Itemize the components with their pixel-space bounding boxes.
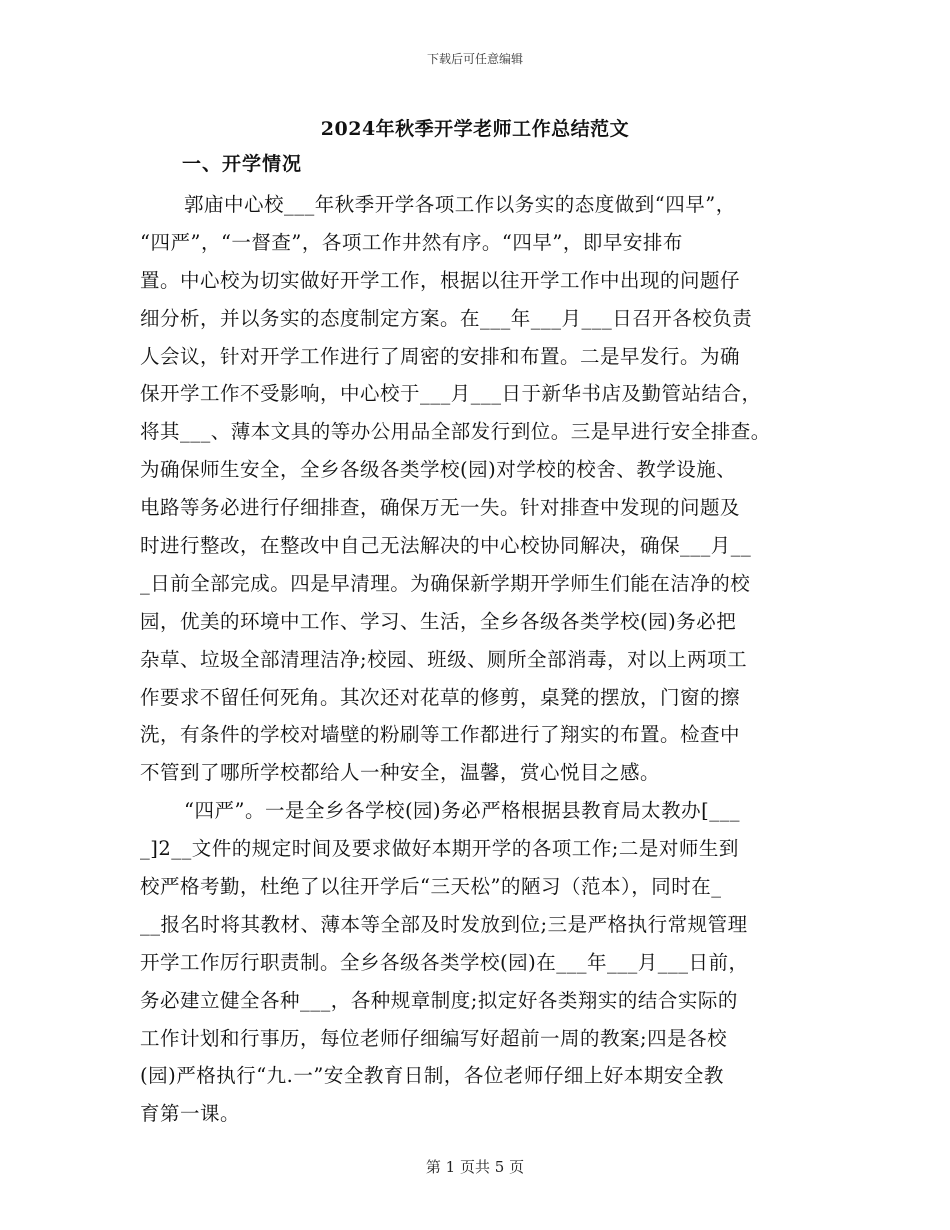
body-line: 洗，有条件的学校对墙壁的粉刷等工作都进行了翔实的布置。检查中 [140,723,741,747]
body-line: “四严”。一是全乡各学校(园)务必严格根据县教育局太教办[___ [184,799,741,823]
document-title: 2024年秋季开学老师工作总结范文 [320,118,630,140]
body-line: 将其___、薄本文具的等办公用品全部发行到位。三是早进行安全排查。 [140,420,771,444]
body-line: 开学工作厉行职责制。全乡各级各类学校(园)在___年___月___日前， [140,950,749,974]
body-line: 园，优美的环境中工作、学习、生活，全乡各级各类学校(园)务必把 [140,609,737,633]
body-line: 校严格考勤，杜绝了以往开学后“三天松”的陋习（范本），同时在_ [140,875,722,899]
page-number: 第 1 页共 5 页 [425,1158,525,1176]
body-line: (园)严格执行“九.一”安全教育日制，各位老师仔细上好本期安全教 [140,1064,724,1088]
body-line: 电路等务必进行仔细排查，确保万无一失。针对排查中发现的问题及 [140,496,741,520]
body-line: 保开学工作不受影响，中心校于___月___日于新华书店及勤管站结合， [140,382,762,406]
section-heading: 一、开学情况 [182,153,303,175]
body-line: 置。中心校为切实做好开学工作，根据以往开学工作中出现的问题仔 [140,268,741,292]
body-line: 时进行整改，在整改中自己无法解决的中心校协同解决，确保___月__ [140,534,752,558]
body-line: 人会议，针对开学工作进行了周密的安排和布置。二是早发行。为确 [140,344,741,368]
body-line: 不管到了哪所学校都给人一种安全，温馨，赏心悦目之感。 [140,761,661,785]
body-line: 务必建立健全各种___，各种规章制度;拟定好各类翔实的结合实际的 [140,988,738,1012]
body-line: 作要求不留任何死角。其次还对花草的修剪，桌凳的摆放，门窗的擦 [140,685,741,709]
document-body [140,186,830,1133]
page-header-note: 下载后可任意编辑 [426,52,523,66]
body-line: _日前全部完成。四是早清理。为确保新学期开学师生们能在洁净的校 [140,571,751,595]
body-line: “四严”，“一督查”，各项工作井然有序。“四早”，即早安排布 [140,230,683,254]
body-line: 细分析，并以务实的态度制定方案。在___年___月___日召开各校负责 [140,306,753,330]
body-line: 杂草、垃圾全部清理洁净;校园、班级、厕所全部消毒，对以上两项工 [140,647,748,671]
body-line: 育第一课。 [140,1102,241,1126]
body-line: 郭庙中心校___年秋季开学各项工作以务实的态度做到“四早”， [184,193,736,216]
body-line: __报名时将其教材、薄本等全部及时发放到位;三是严格执行常规管理 [140,912,748,936]
body-line: 工作计划和行事历，每位老师仔细编写好超前一周的教案;四是各校 [140,1026,728,1050]
body-line: 为确保师生安全，全乡各级各类学校(园)对学校的校舍、教学设施、 [140,458,737,482]
body-line: _]2__文件的规定时间及要求做好本期开学的各项工作;二是对师生到 [140,837,739,861]
